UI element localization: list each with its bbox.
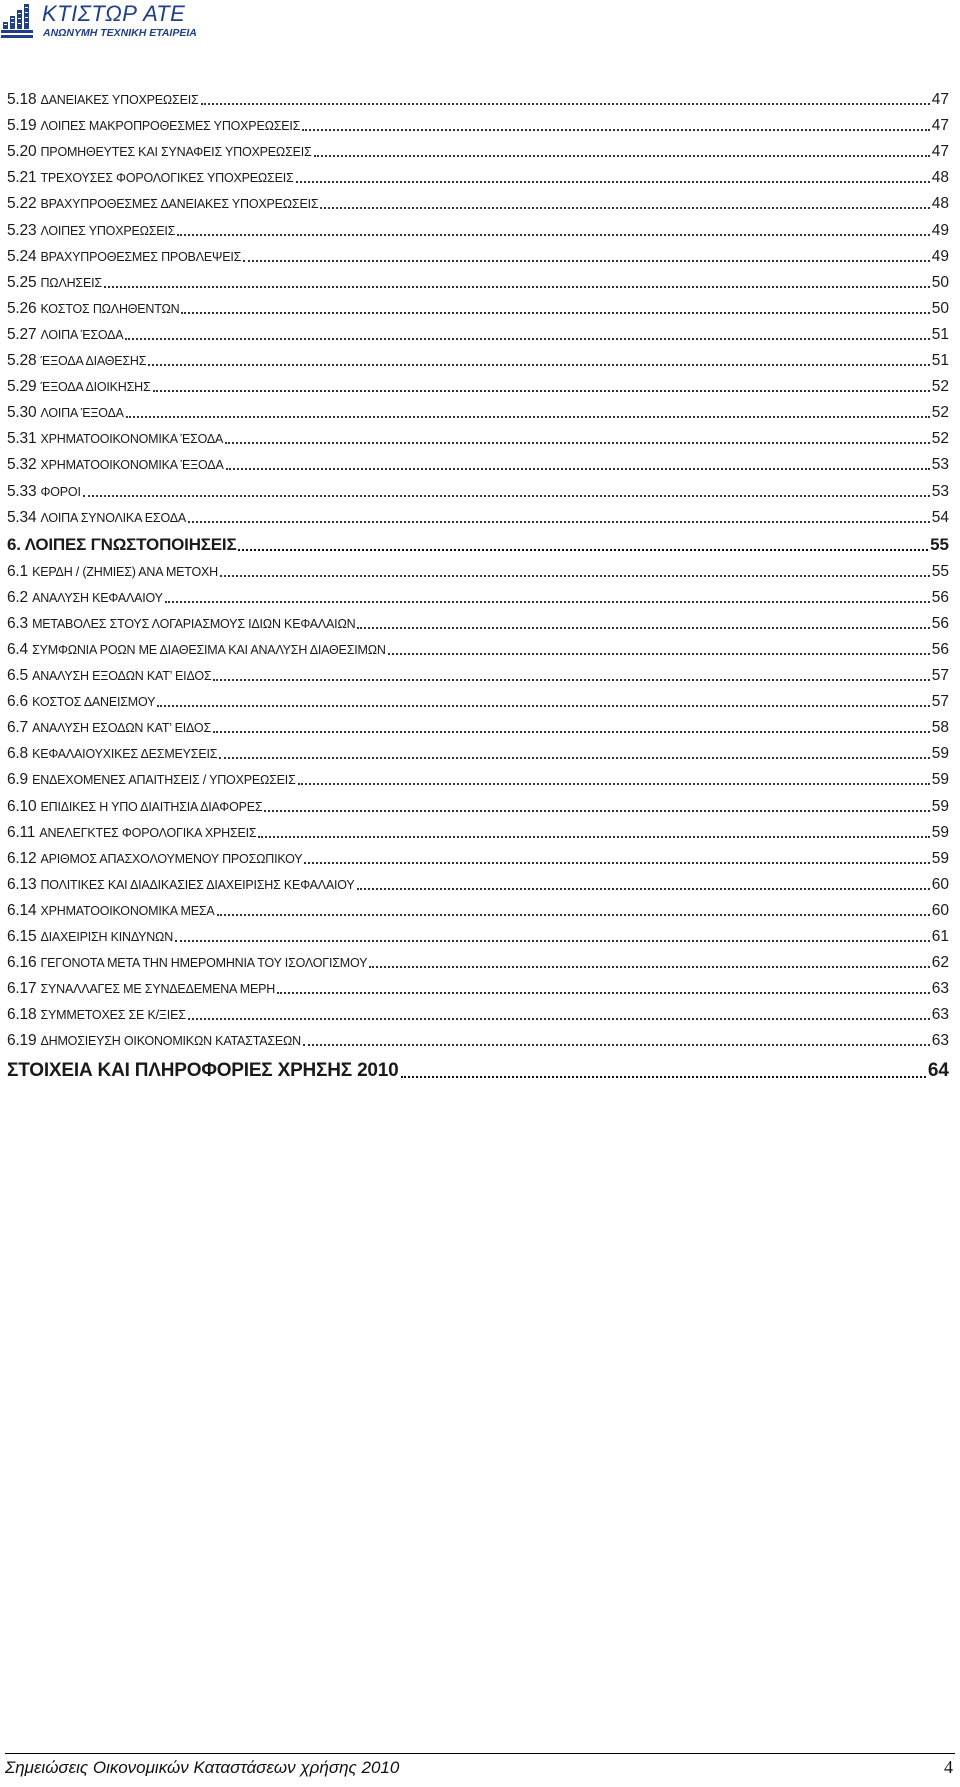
toc-entry-number: 5.29	[7, 378, 37, 396]
toc-dot-leader	[314, 155, 930, 157]
toc-entry[interactable]	[7, 135, 949, 161]
toc-entry-title	[7, 954, 367, 972]
toc-dot-leader	[258, 836, 929, 838]
toc-entry[interactable]	[7, 1050, 949, 1082]
company-subtitle: ΑΝΩΝΥΜΗ ΤΕΧΝΙΚΗ ΕΤΑΙΡΕΙΑ	[43, 27, 197, 39]
toc-entry-number: 6.19	[7, 1032, 37, 1050]
toc-entry-title	[7, 798, 262, 816]
toc-entry-title	[7, 430, 223, 448]
toc-entry-text: ΚΟΣΤΟΣ ΠΩΛΗΘΕΝΤΩΝ	[40, 301, 180, 316]
toc-dot-leader	[148, 364, 929, 366]
toc-dot-leader	[177, 234, 930, 236]
toc-entry-number: 6.14	[7, 901, 37, 919]
toc-dot-leader	[126, 416, 930, 418]
toc-dot-leader	[201, 103, 930, 105]
toc-dot-leader	[388, 653, 930, 655]
toc-entry-title	[7, 850, 302, 868]
toc-dot-leader	[303, 1044, 930, 1046]
table-of-contents	[7, 83, 949, 1082]
toc-dot-leader	[357, 627, 929, 629]
toc-entry-title	[7, 117, 300, 135]
toc-entry-page: 60	[931, 875, 949, 893]
toc-dot-leader	[188, 521, 930, 523]
toc-entry-number: 6.8	[7, 745, 28, 763]
toc-entry-number: 6.3	[7, 614, 28, 632]
toc-entry[interactable]	[7, 448, 949, 474]
toc-entry-page: 51	[931, 352, 949, 370]
toc-entry[interactable]	[7, 240, 949, 266]
toc-entry-number: 6.16	[7, 954, 37, 972]
toc-entry-text: ΒΡΑΧΥΠΡΟΘΕΣΜΕΣ ΔΑΝΕΙΑΚΕΣ ΥΠΟΧΡΕΩΣΕΙΣ	[40, 197, 319, 212]
toc-entry[interactable]	[7, 161, 949, 187]
toc-dot-leader	[304, 862, 929, 864]
toc-entry-text: ΛΟΙΠΑ ΣΥΝΟΛΙΚΑ ΕΣΟΔΑ	[40, 510, 186, 525]
toc-entry[interactable]	[7, 501, 949, 527]
toc-entry-page: 55	[931, 562, 949, 580]
toc-entry-page: 53	[931, 456, 949, 474]
toc-entry-number: 6.5	[7, 667, 28, 685]
toc-entry[interactable]	[7, 292, 949, 318]
toc-entry-text: ΔΗΜΟΣΙΕΥΣΗ ΟΙΚΟΝΟΜΙΚΩΝ ΚΑΤΑΣΤΑΣΕΩΝ	[40, 1034, 301, 1049]
toc-entry[interactable]	[7, 109, 949, 135]
toc-entry[interactable]	[7, 711, 949, 737]
toc-entry-text: ΈΞΟΔΑ ΔΙΑΘΕΣΗΣ	[40, 354, 147, 369]
toc-entry[interactable]	[7, 581, 949, 607]
toc-entry-title	[7, 641, 386, 659]
toc-dot-leader	[83, 495, 930, 497]
toc-entry-number: 5.18	[7, 91, 37, 109]
toc-entry-number: 5.22	[7, 195, 37, 213]
toc-entry-number: 6.11	[7, 823, 36, 841]
footer-page-number: 4	[944, 1757, 953, 1777]
toc-entry[interactable]	[7, 737, 949, 763]
toc-dot-leader	[320, 207, 929, 209]
toc-entry-page: 57	[931, 667, 949, 685]
toc-entry-text: ΛΟΙΠΑ ΈΣΟΔΑ	[40, 327, 124, 342]
toc-entry-title	[7, 745, 217, 763]
toc-entry[interactable]	[7, 1024, 949, 1050]
toc-entry-number: 5.28	[7, 352, 37, 370]
toc-entry-title	[7, 378, 151, 396]
toc-entry-text: ΚΕΡΔΗ / (ΖΗΜΙΕΣ) ΑΝΑ ΜΕΤΟΧΗ	[32, 564, 218, 579]
toc-entry-number: 6.9	[7, 771, 28, 789]
toc-dot-leader	[175, 940, 930, 942]
toc-entry[interactable]	[7, 894, 949, 920]
toc-entry-text: ΤΡΕΧΟΥΣΕΣ ΦΟΡΟΛΟΓΙΚΕΣ ΥΠΟΧΡΕΩΣΕΙΣ	[40, 171, 294, 186]
toc-entry-page: 61	[931, 928, 949, 945]
toc-entry-page: 47	[931, 143, 949, 161]
toc-entry-text: ΛΟΙΠΑ ΈΞΟΔΑ	[40, 406, 124, 421]
toc-entry[interactable]	[7, 763, 949, 789]
toc-entry-page: 59	[931, 849, 949, 867]
toc-entry[interactable]	[7, 83, 949, 109]
toc-entry-number: 6.	[7, 534, 21, 554]
toc-entry-text: ΒΡΑΧΥΠΡΟΘΕΣΜΕΣ ΠΡΟΒΛΕΨΕΙΣ	[40, 249, 242, 264]
toc-entry[interactable]	[7, 187, 949, 213]
toc-entry-number: 5.23	[7, 221, 37, 239]
toc-entry-page: 52	[931, 404, 949, 422]
toc-entry-text: ΛΟΙΠΕΣ ΓΝΩΣΤΟΠΟΙΗΣΕΙΣ	[24, 534, 237, 554]
toc-entry[interactable]	[7, 213, 949, 239]
toc-entry-number: 6.18	[7, 1006, 37, 1024]
toc-entry-number: 6.1	[7, 562, 28, 580]
toc-dot-leader	[264, 810, 929, 812]
toc-entry-page: 63	[931, 1032, 949, 1050]
toc-entry-number: 6.12	[7, 849, 37, 867]
toc-entry-number: 5.25	[7, 273, 37, 291]
toc-entry-title	[7, 222, 175, 240]
toc-dot-leader	[369, 966, 929, 968]
toc-entry-title	[7, 352, 146, 370]
toc-entry[interactable]	[7, 396, 949, 422]
toc-dot-leader	[298, 783, 930, 785]
toc-entry[interactable]	[7, 972, 949, 998]
toc-entry-title	[7, 1032, 301, 1050]
toc-entry[interactable]	[7, 659, 949, 685]
toc-entry-title	[7, 274, 102, 292]
toc-entry[interactable]	[7, 607, 949, 633]
toc-entry-text: ΔΑΝΕΙΑΚΕΣ ΥΠΟΧΡΕΩΣΕΙΣ	[40, 93, 199, 108]
toc-entry-title	[7, 719, 211, 737]
toc-dot-leader	[157, 705, 930, 707]
toc-dot-leader	[225, 442, 930, 444]
toc-entry-page: 49	[931, 221, 949, 239]
toc-entry[interactable]	[7, 789, 949, 815]
toc-entry[interactable]	[7, 816, 949, 842]
toc-entry-page: 56	[931, 588, 949, 606]
toc-entry-title	[7, 1060, 399, 1082]
toc-entry-number: 6.10	[7, 797, 37, 815]
toc-entry-title	[7, 876, 355, 894]
toc-entry-title	[7, 91, 199, 109]
toc-entry-number: 6.17	[7, 980, 37, 998]
toc-entry-page: 58	[931, 719, 949, 737]
toc-dot-leader	[302, 129, 930, 131]
toc-entry[interactable]	[7, 920, 949, 946]
toc-dot-leader	[104, 286, 930, 288]
toc-entry-page: 56	[931, 640, 949, 658]
toc-entry-number: 6.15	[7, 928, 37, 945]
toc-entry-text: ΕΠΙΔΙΚΕΣ Η ΥΠΟ ΔΙΑΙΤΗΣΙΑ ΔΙΑΦΟΡΕΣ	[40, 799, 263, 814]
toc-entry-title	[7, 824, 256, 842]
toc-entry-number: 5.27	[7, 325, 37, 343]
toc-entry-page: 59	[931, 745, 949, 763]
toc-entry-title	[7, 300, 179, 318]
toc-entry-page: 59	[931, 797, 949, 815]
toc-dot-leader	[296, 181, 930, 183]
toc-entry-page: 48	[931, 195, 949, 213]
toc-entry-page: 48	[931, 169, 949, 187]
toc-entry-title	[7, 615, 355, 633]
toc-entry[interactable]	[7, 422, 949, 448]
toc-entry-text: ΣΥΜΦΩΝΙΑ ΡΟΩΝ ΜΕ ΔΙΑΘΕΣΙΜΑ ΚΑΙ ΑΝΑΛΥΣΗ ΔΙΑΘΕΣΙΜΩΝ	[32, 642, 386, 657]
toc-dot-leader	[213, 679, 929, 681]
toc-entry-text: ΑΡΙΘΜΟΣ ΑΠΑΣΧΟΛΟΥΜΕΝΟΥ ΠΡΟΣΩΠΙΚΟΥ	[40, 851, 303, 866]
toc-entry-page: 52	[931, 430, 949, 448]
toc-dot-leader	[220, 575, 930, 577]
toc-entry[interactable]	[7, 946, 949, 972]
toc-entry-text: ΣΥΝΑΛΛΑΓΕΣ ΜΕ ΣΥΝΔΕΔΕΜΕΝΑ ΜΕΡΗ	[40, 982, 276, 997]
toc-entry-text: ΠΩΛΗΣΕΙΣ	[40, 275, 102, 290]
toc-entry-text: ΑΝΕΛΕΓΚΤΕΣ ΦΟΡΟΛΟΓΙΚΑ ΧΡΗΣΕΙΣ	[39, 825, 257, 840]
toc-dot-leader	[165, 601, 930, 603]
toc-entry-title	[7, 509, 186, 527]
toc-entry-page: 60	[931, 901, 949, 919]
toc-entry-title	[7, 404, 124, 422]
toc-entry-number: 5.26	[7, 299, 37, 317]
toc-entry-text: ΑΝΑΛΥΣΗ ΕΞΟΔΩΝ ΚΑΤ’ ΕΙΔΟΣ	[32, 669, 212, 684]
toc-entry-text: ΚΟΣΤΟΣ ΔΑΝΕΙΣΜΟΥ	[32, 695, 156, 710]
toc-entry-page: 59	[931, 823, 949, 841]
toc-entry-title	[7, 589, 163, 607]
toc-entry-page: 64	[927, 1060, 949, 1082]
toc-entry-title	[7, 248, 241, 266]
toc-entry[interactable]	[7, 370, 949, 396]
toc-entry-number: 5.34	[7, 508, 37, 526]
toc-entry-page: 56	[931, 614, 949, 632]
toc-entry[interactable]	[7, 318, 949, 344]
toc-entry-text: ΠΟΛΙΤΙΚΕΣ ΚΑΙ ΔΙΑΔΙΚΑΣΙΕΣ ΔΙΑΧΕΙΡΙΣΗΣ ΚΕΦΑΛΑΙΟΥ	[40, 877, 355, 892]
toc-entry-page: 59	[931, 771, 949, 789]
toc-entry-number: 5.20	[7, 143, 37, 161]
company-name: ΚΤΙΣΤΩΡ ΑΤΕ	[42, 1, 186, 26]
toc-entry[interactable]	[7, 266, 949, 292]
toc-dot-leader	[401, 1076, 926, 1078]
toc-entry-text: ΓΕΓΟΝΟΤΑ ΜΕΤΑ ΤΗΝ ΗΜΕΡΟΜΗΝΙΑ ΤΟΥ ΙΣΟΛΟΓΙΣΜΟΥ	[40, 956, 368, 971]
toc-entry-title	[7, 456, 224, 474]
toc-entry-text: ΧΡΗΜΑΤΟΟΙΚΟΝΟΜΙΚΑ ΈΣΟΔΑ	[40, 432, 224, 447]
toc-entry[interactable]	[7, 633, 949, 659]
page-footer	[5, 1753, 955, 1778]
toc-entry-text: ΑΝΑΛΥΣΗ ΚΕΦΑΛΑΙΟΥ	[32, 590, 163, 605]
toc-entry-title	[7, 326, 123, 344]
toc-entry-page: 63	[931, 1006, 949, 1024]
toc-entry-number: 5.31	[7, 430, 37, 448]
toc-entry-text: ΣΥΜΜΕΤΟΧΕΣ ΣΕ Κ/ΞΙΕΣ	[40, 1008, 186, 1023]
toc-dot-leader	[243, 260, 930, 262]
toc-dot-leader	[153, 390, 930, 392]
toc-entry-number: 5.33	[7, 482, 37, 500]
toc-entry-text: ΜΕΤΑΒΟΛΕΣ ΣΤΟΥΣ ΛΟΓΑΡΙΑΣΜΟΥΣ ΙΔΙΩΝ ΚΕΦΑΛΑΙΩΝ	[32, 616, 356, 631]
toc-entry-page: 54	[931, 508, 949, 526]
footer-title: Σημειώσεις Οικονομικών Καταστάσεων χρήσης 2010	[5, 1758, 400, 1777]
toc-entry-text: ΛΟΙΠΕΣ ΥΠΟΧΡΕΩΣΕΙΣ	[40, 223, 176, 238]
toc-entry[interactable]	[7, 998, 949, 1024]
toc-dot-leader	[238, 549, 928, 551]
toc-entry-title	[7, 928, 173, 946]
toc-entry-page: 47	[931, 91, 949, 109]
toc-entry[interactable]	[7, 842, 949, 868]
toc-dot-leader	[277, 992, 930, 994]
toc-entry-title	[7, 195, 318, 213]
toc-dot-leader	[188, 1018, 930, 1020]
toc-entry-number: 5.30	[7, 404, 37, 422]
toc-dot-leader	[217, 914, 930, 916]
page-header	[0, 0, 260, 44]
toc-entry-title	[7, 169, 294, 187]
toc-entry-page: 52	[931, 378, 949, 396]
toc-entry-title	[7, 143, 312, 161]
toc-entry-number: 6.4	[7, 640, 28, 658]
toc-entry-title	[7, 667, 211, 685]
toc-entry-text: ΔΙΑΧΕΙΡΙΣΗ ΚΙΝΔΥΝΩΝ	[40, 930, 174, 944]
toc-entry[interactable]	[7, 868, 949, 894]
toc-entry-text: ΠΡΟΜΗΘΕΥΤΕΣ ΚΑΙ ΣΥΝΑΦΕΙΣ ΥΠΟΧΡΕΩΣΕΙΣ	[40, 145, 312, 160]
toc-entry-title	[7, 693, 155, 711]
toc-entry-text: ΑΝΑΛΥΣΗ ΕΣΟΔΩΝ ΚΑΤ’ ΕΙΔΟΣ	[32, 721, 211, 736]
toc-entry-title	[7, 535, 236, 555]
toc-dot-leader	[357, 888, 930, 890]
toc-entry-text: ΛΟΙΠΕΣ ΜΑΚΡΟΠΡΟΘΕΣΜΕΣ ΥΠΟΧΡΕΩΣΕΙΣ	[40, 119, 301, 134]
toc-entry[interactable]	[7, 474, 949, 500]
toc-entry-number: 5.24	[7, 247, 37, 265]
toc-entry-title	[7, 1006, 186, 1024]
toc-entry-number: 6.13	[7, 875, 37, 893]
toc-entry-number: 5.32	[7, 456, 37, 474]
toc-entry-page: 53	[931, 482, 949, 500]
toc-entry[interactable]	[7, 527, 949, 555]
toc-entry-text: ΦΟΡΟΙ	[40, 484, 81, 499]
toc-dot-leader	[125, 338, 929, 340]
toc-entry-text: ΧΡΗΜΑΤΟΟΙΚΟΝΟΜΙΚΑ ΈΞΟΔΑ	[40, 458, 224, 473]
toc-entry-page: 50	[931, 299, 949, 317]
toc-dot-leader	[213, 731, 930, 733]
toc-entry-number: 6.2	[7, 588, 28, 606]
toc-entry-title	[7, 563, 218, 581]
toc-entry-text: ΣΤΟΙΧΕΙΑ ΚΑΙ ΠΛΗΡΟΦΟΡΙΕΣ ΧΡΗΣΗΣ 2010	[7, 1060, 399, 1082]
toc-dot-leader	[226, 468, 930, 470]
toc-entry-title	[7, 980, 275, 998]
toc-entry[interactable]	[7, 685, 949, 711]
toc-entry-text: ΈΞΟΔΑ ΔΙΟΙΚΗΣΗΣ	[40, 380, 151, 395]
toc-entry-page: 55	[930, 534, 949, 554]
toc-entry-page: 47	[931, 117, 949, 135]
toc-entry-page: 63	[931, 980, 949, 998]
building-bars-logo-icon	[1, 2, 33, 38]
toc-entry-page: 51	[931, 325, 949, 343]
toc-entry-page: 50	[931, 273, 949, 291]
toc-entry-number: 6.7	[7, 719, 28, 737]
toc-entry[interactable]	[7, 555, 949, 581]
toc-entry-title	[7, 771, 296, 789]
toc-entry-title	[7, 902, 215, 920]
toc-entry-number: 6.6	[7, 693, 28, 711]
toc-entry-number: 5.19	[7, 117, 37, 135]
toc-entry-title	[7, 483, 81, 501]
toc-dot-leader	[219, 757, 929, 759]
toc-entry-page: 49	[931, 247, 949, 265]
toc-dot-leader	[181, 312, 929, 314]
toc-entry-page: 57	[931, 693, 949, 711]
toc-entry-text: ΚΕΦΑΛΑΙΟΥΧΙΚΕΣ ΔΕΣΜΕΥΣΕΙΣ	[32, 747, 218, 762]
toc-entry[interactable]	[7, 344, 949, 370]
toc-entry-page: 62	[931, 954, 949, 972]
toc-entry-text: ΧΡΗΜΑΤΟΟΙΚΟΝΟΜΙΚΑ ΜΕΣΑ	[40, 903, 215, 918]
toc-entry-text: ΕΝΔΕΧΟΜΕΝΕΣ ΑΠΑΙΤΗΣΕΙΣ / ΥΠΟΧΡΕΩΣΕΙΣ	[32, 773, 296, 788]
toc-entry-number: 5.21	[7, 169, 37, 187]
